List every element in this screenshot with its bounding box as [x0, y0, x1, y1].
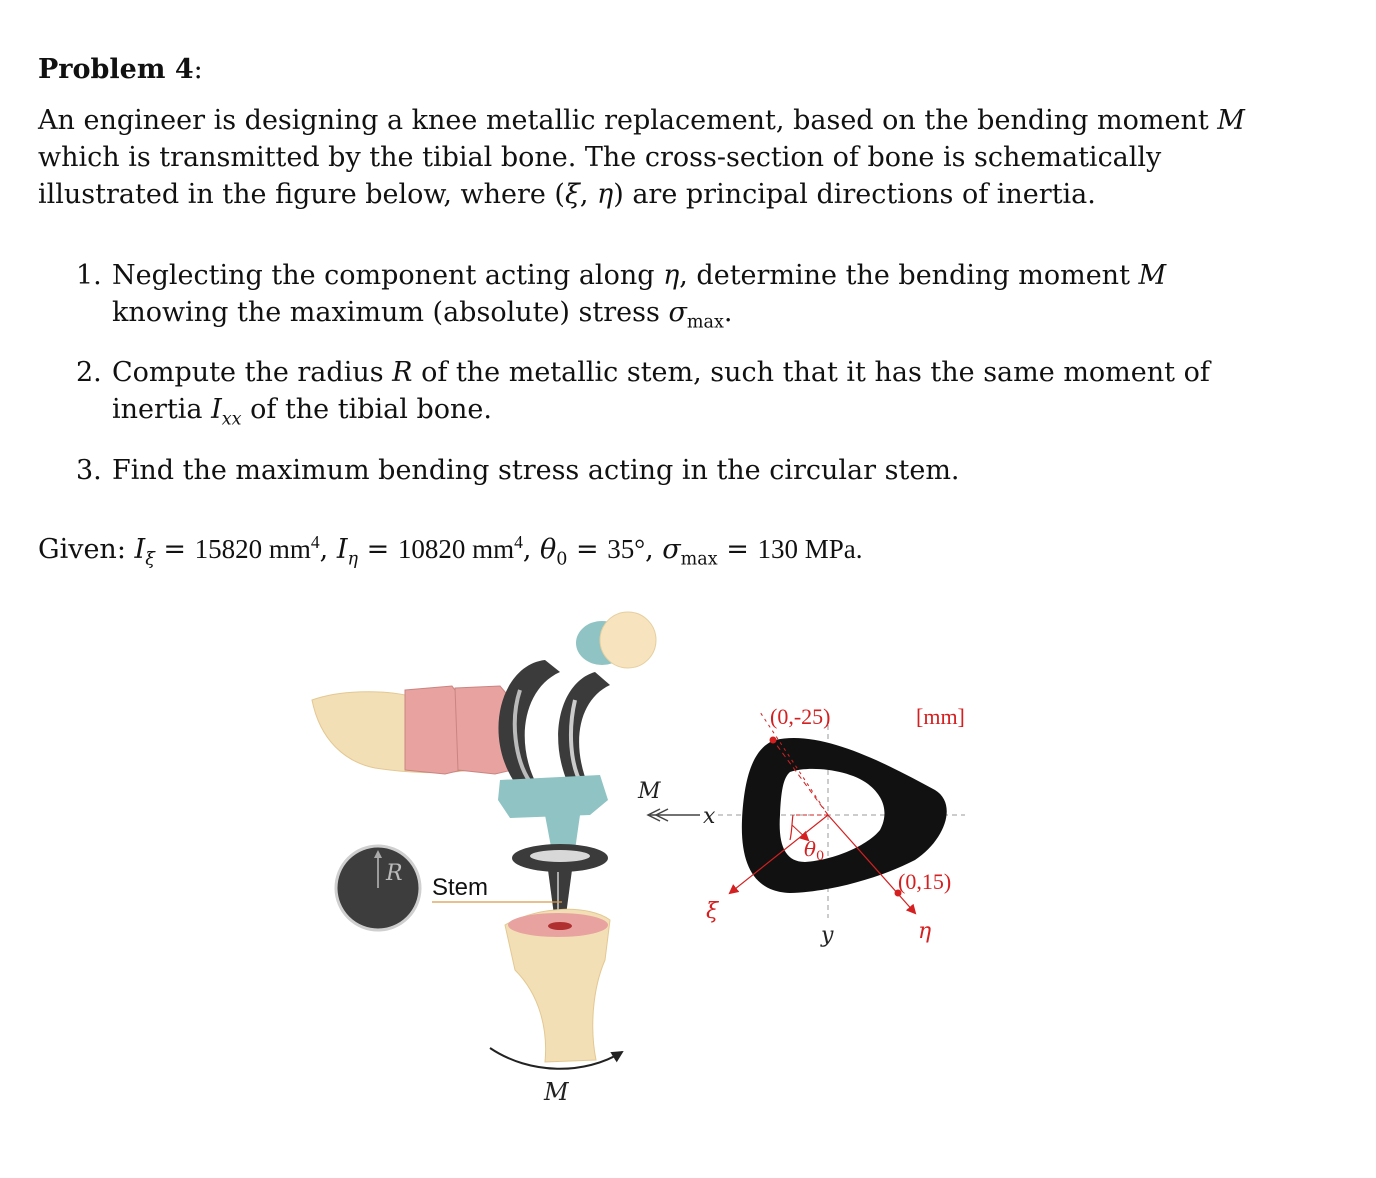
coord-top-label: (0,-25) [770, 704, 831, 729]
y-axis-label: y [821, 923, 834, 948]
patella-component [576, 612, 656, 668]
R-label: R [386, 861, 403, 886]
coord-bottom-label: (0,15) [898, 869, 952, 894]
point-top [770, 737, 777, 744]
stem-cross-section [336, 846, 420, 930]
given-values: Given: $I_\xi = 15820$ $mm^4$, $I_\eta = 10820$ $mm^4$, $\theta_0 = 35^\circ$, $\sigma_{max} = 130$ MPa. [38, 532, 863, 570]
theta-label: $\theta_0$ [804, 837, 825, 864]
tibial-insert [498, 775, 608, 818]
stem-label: Stem [432, 874, 489, 901]
eta-axis-label: η [918, 919, 932, 944]
problem-statement: An engineer is designing a knee metallic replacement, based on the bending moment M which is transmitted by the tibial bone. The cross-section of bone is schematically illustrated in the figure below, where (ξ, η) are principal directions of inertia. [38, 105, 1245, 210]
units-label: [mm] [916, 704, 965, 729]
femoral-cut-blocks [405, 686, 512, 774]
x-axis-label: x [703, 804, 716, 829]
knee-illustration [312, 612, 656, 1069]
problem-title: Problem 4: [38, 54, 203, 85]
M-bottom-label: M [544, 1078, 569, 1106]
xi-axis-label: ξ [706, 899, 719, 924]
theta-arc [790, 815, 793, 840]
M-top-label: M [638, 779, 661, 804]
moment-arrow-top [648, 809, 700, 821]
femoral-component [498, 660, 610, 792]
